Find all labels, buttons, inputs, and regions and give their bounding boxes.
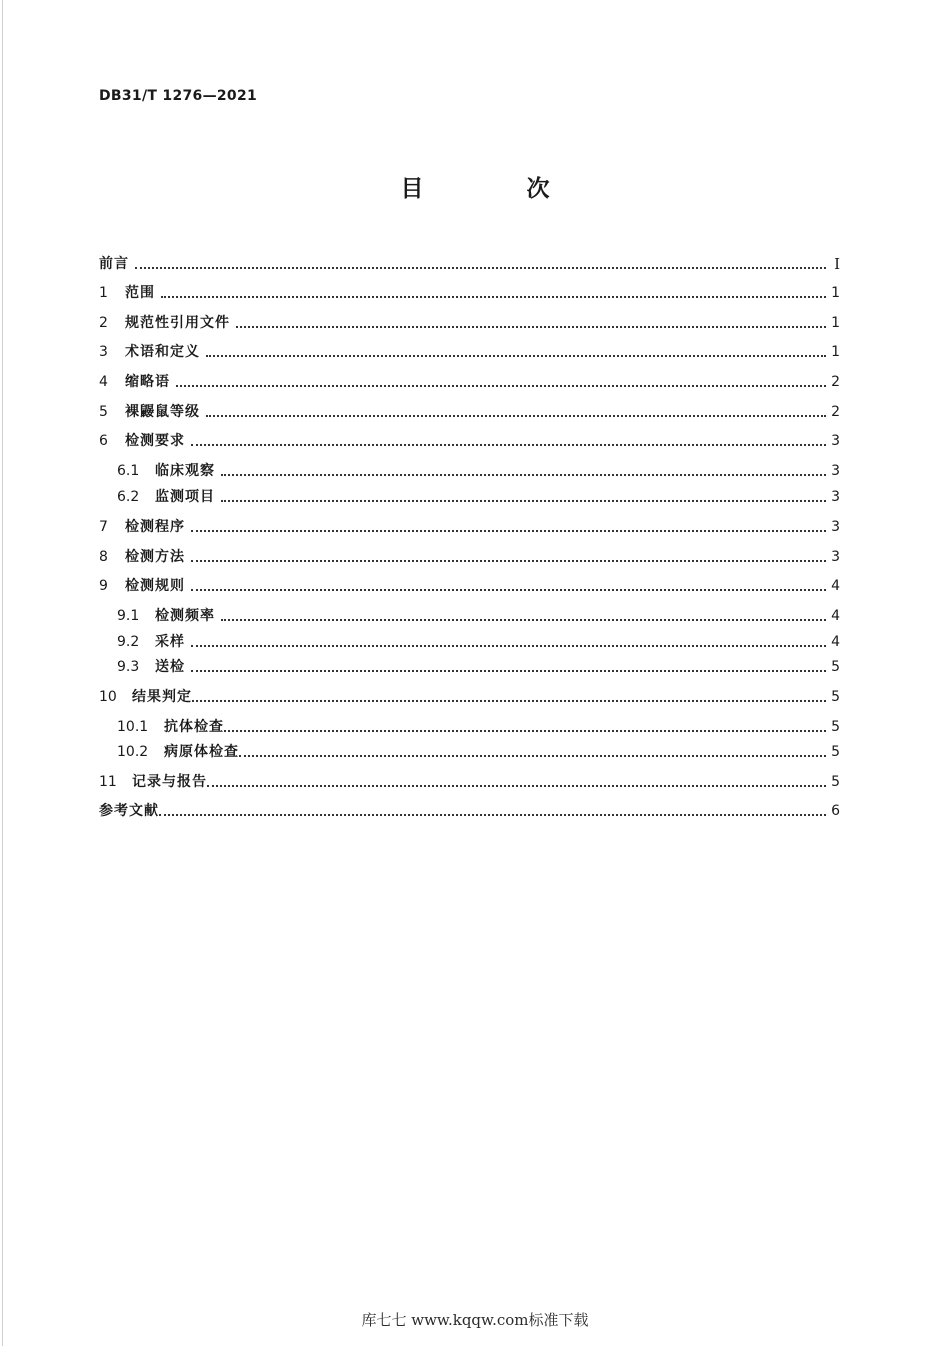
toc-entry-3[interactable] bbox=[99, 342, 840, 362]
page-title: 目 次 bbox=[400, 176, 590, 202]
toc-entry-number: 1 bbox=[99, 285, 108, 301]
toc-leader-dots bbox=[236, 326, 826, 328]
toc-entry-page: 5 bbox=[831, 689, 840, 705]
toc-entry-number: 9.3 bbox=[117, 659, 140, 675]
toc-entry-label: 记录与报告 bbox=[132, 774, 207, 790]
toc-entry-number: 6.2 bbox=[117, 489, 140, 505]
toc-entry-label: 检测要求 bbox=[125, 433, 185, 449]
toc-entry-6-2[interactable] bbox=[117, 487, 840, 507]
toc-leader-dots bbox=[221, 619, 826, 621]
toc-entry-number: 9.1 bbox=[117, 608, 140, 624]
toc-entry-9-1[interactable] bbox=[117, 606, 840, 626]
document-code: DB31/T 1276—2021 bbox=[99, 88, 258, 104]
toc-entry-page: 2 bbox=[831, 374, 840, 390]
toc-entry-number: 5 bbox=[99, 404, 108, 420]
toc-entry-9-2[interactable] bbox=[117, 632, 840, 652]
toc-entry-label: 术语和定义 bbox=[125, 344, 200, 360]
toc-leader-dots bbox=[191, 444, 826, 446]
toc-entry-page: 4 bbox=[831, 608, 840, 624]
toc-entry-page: 5 bbox=[831, 719, 840, 735]
toc-entry-page: 3 bbox=[831, 489, 840, 505]
toc-leader-dots bbox=[221, 474, 826, 476]
toc-entry-page: 5 bbox=[831, 774, 840, 790]
toc-entry-number: 11 bbox=[99, 774, 117, 790]
toc-entry-label: 裸鼹鼠等级 bbox=[125, 404, 200, 420]
toc-leader-dots bbox=[191, 560, 826, 562]
toc-entry-label: 检测频率 bbox=[155, 608, 215, 624]
toc-entry-10-1[interactable] bbox=[117, 717, 840, 737]
toc-entry-label: 检测程序 bbox=[125, 519, 185, 535]
toc-entry-number: 3 bbox=[99, 344, 108, 360]
toc-entry-page: 3 bbox=[831, 433, 840, 449]
toc-entry-label: 前言 bbox=[99, 256, 129, 272]
toc-leader-dots bbox=[191, 670, 826, 672]
toc-entry-page: 5 bbox=[831, 744, 840, 760]
toc-entry-page: 3 bbox=[831, 549, 840, 565]
toc-entry-4[interactable] bbox=[99, 372, 840, 392]
toc-entry-label: 监测项目 bbox=[155, 489, 215, 505]
toc-entry-number: 9.2 bbox=[117, 634, 140, 650]
toc-entry-page: 2 bbox=[831, 404, 840, 420]
toc-entry-page: 1 bbox=[831, 344, 840, 360]
toc-entry-11[interactable] bbox=[99, 772, 840, 792]
toc-entry-label: 抗体检查 bbox=[164, 719, 224, 735]
toc-entry-10-2[interactable] bbox=[117, 742, 840, 762]
toc-entry-5[interactable] bbox=[99, 402, 840, 422]
toc-entry-number: 10 bbox=[99, 689, 117, 705]
toc-entry-number: 6.1 bbox=[117, 463, 140, 479]
toc-entry-page: I bbox=[834, 255, 840, 273]
toc-entry-label: 参考文献 bbox=[99, 803, 159, 819]
toc-entry-label: 检测方法 bbox=[125, 549, 185, 565]
toc-entry-number: 2 bbox=[99, 315, 108, 331]
toc-leader-dots bbox=[191, 589, 826, 591]
toc-entry-page: 6 bbox=[831, 803, 840, 819]
toc-entry-10[interactable] bbox=[99, 687, 840, 707]
toc-entry-6[interactable] bbox=[99, 431, 840, 451]
footer-watermark-text: 库七七 www.kqqw.com标准下载 bbox=[361, 1311, 589, 1329]
toc-entry-2[interactable] bbox=[99, 313, 840, 333]
toc-leader-dots bbox=[176, 385, 826, 387]
toc-entry-label: 范围 bbox=[125, 285, 155, 301]
toc-entry-page: 4 bbox=[831, 578, 840, 594]
toc-entry-number: 8 bbox=[99, 549, 108, 565]
toc-entry-7[interactable] bbox=[99, 517, 840, 537]
toc-entry-number: 10.2 bbox=[117, 744, 149, 760]
toc-entry-foreword[interactable] bbox=[99, 254, 840, 274]
toc-entry-label: 病原体检查 bbox=[164, 744, 239, 760]
toc-entry-page: 4 bbox=[831, 634, 840, 650]
toc-entry-6-1[interactable] bbox=[117, 461, 840, 481]
toc-entry-label: 检测规则 bbox=[125, 578, 185, 594]
toc-leader-dots bbox=[159, 814, 826, 816]
toc-entry-number: 4 bbox=[99, 374, 108, 390]
toc-entry-page: 3 bbox=[831, 519, 840, 535]
toc-entry-page: 3 bbox=[831, 463, 840, 479]
toc-entry-number: 10.1 bbox=[117, 719, 149, 735]
toc-leader-dots bbox=[191, 645, 826, 647]
toc-entry-9[interactable] bbox=[99, 576, 840, 596]
toc-leader-dots bbox=[161, 296, 826, 298]
toc-leader-dots bbox=[206, 355, 826, 357]
toc-leader-dots bbox=[224, 730, 826, 732]
toc-entry-number: 9 bbox=[99, 578, 108, 594]
toc-entry-label: 送检 bbox=[155, 659, 185, 675]
toc-entry-label: 缩略语 bbox=[125, 374, 170, 390]
toc-leader-dots bbox=[207, 785, 826, 787]
toc-entry-page: 1 bbox=[831, 285, 840, 301]
toc-entry-1[interactable] bbox=[99, 283, 840, 303]
toc-entry-label: 采样 bbox=[155, 634, 185, 650]
toc-entry-9-3[interactable] bbox=[117, 657, 840, 677]
toc-leader-dots bbox=[191, 530, 826, 532]
toc-leader-dots bbox=[135, 267, 826, 269]
toc-entry-number: 6 bbox=[99, 433, 108, 449]
toc-entry-number: 7 bbox=[99, 519, 108, 535]
toc-entry-page: 1 bbox=[831, 315, 840, 331]
toc-leader-dots bbox=[239, 755, 826, 757]
toc-entry-label: 结果判定 bbox=[132, 689, 192, 705]
toc-entry-references[interactable] bbox=[99, 801, 840, 821]
toc-leader-dots bbox=[192, 700, 826, 702]
toc-leader-dots bbox=[221, 500, 826, 502]
toc-leader-dots bbox=[206, 415, 826, 417]
toc-entry-label: 临床观察 bbox=[155, 463, 215, 479]
toc-entry-8[interactable] bbox=[99, 547, 840, 567]
toc-entry-label: 规范性引用文件 bbox=[125, 315, 230, 331]
toc-entry-page: 5 bbox=[831, 659, 840, 675]
